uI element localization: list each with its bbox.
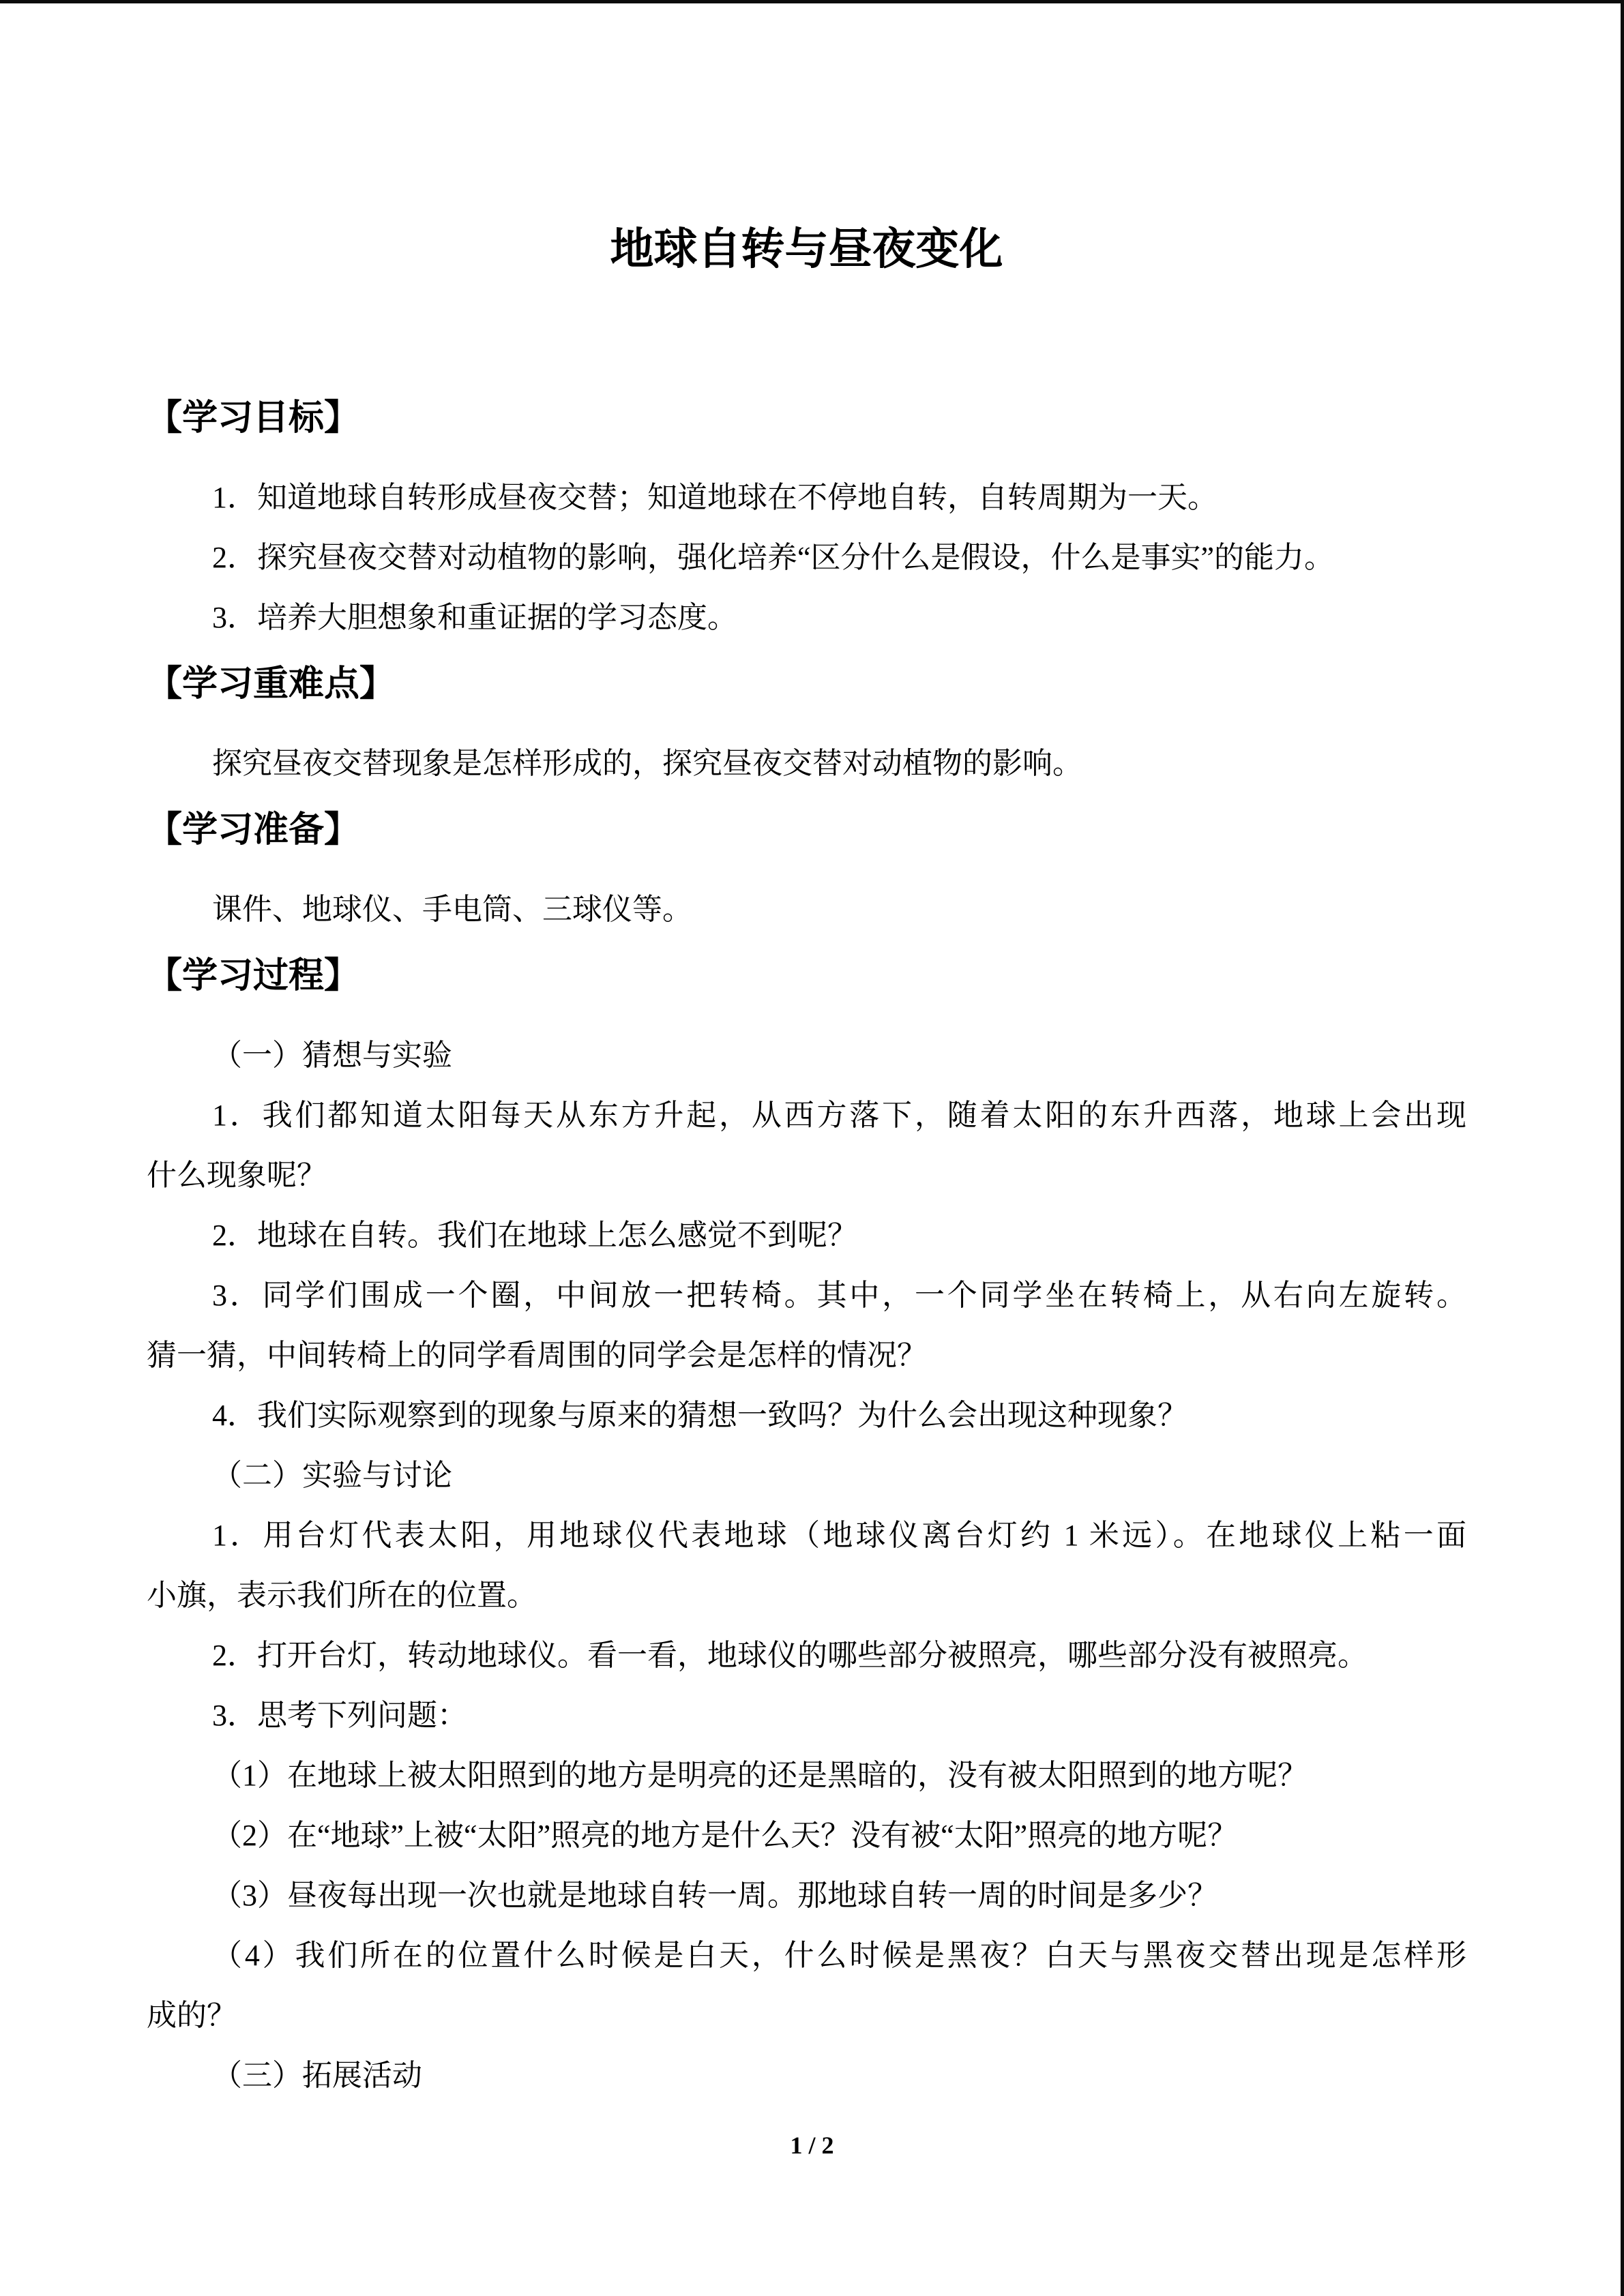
section-heading: 【学习过程】	[147, 957, 360, 996]
text-line: 2．地球在自转。我们在地球上怎么感觉不到呢？	[212, 1219, 857, 1252]
text-line: （二）实验与讨论	[212, 1459, 452, 1492]
text-line: （2）在“地球”上被“太阳”照亮的地方是什么天？没有被“太阳”照亮的地方呢？	[212, 1819, 1238, 1852]
text-line: （4）我们所在的位置什么时候是白天，什么时候是黑夜？白天与黑夜交替出现是怎样形	[212, 1939, 1466, 1972]
text-line: 4．我们实际观察到的现象与原来的猜想一致吗？为什么会出现这种现象？	[212, 1399, 1187, 1432]
text-line: 3．同学们围成一个圈，中间放一把转椅。其中，一个同学坐在转椅上，从右向左旋转。	[212, 1279, 1466, 1312]
text-line: 1．知道地球自转形成昼夜交替；知道地球在不停地自转，自转周期为一天。	[212, 481, 1217, 514]
text-line: （1）在地球上被太阳照到的地方是明亮的还是黑暗的，没有被太阳照到的地方呢？	[212, 1759, 1308, 1792]
text-line: （3）昼夜每出现一次也就是地球自转一周。那地球自转一周的时间是多少？	[212, 1879, 1217, 1912]
page-title: 地球自转与昼夜变化	[610, 225, 1003, 273]
section-heading: 【学习准备】	[147, 811, 360, 850]
text-line: 什么现象呢？	[147, 1159, 327, 1192]
text-line: 1．我们都知道太阳每天从东方升起，从西方落下，随着太阳的东升西落，地球上会出现	[212, 1099, 1466, 1132]
text-line: （一）猜想与实验	[212, 1039, 452, 1072]
text-line: 2．打开台灯，转动地球仪。看一看，地球仪的哪些部分被照亮，哪些部分没有被照亮。	[212, 1639, 1368, 1672]
text-line: 3．思考下列问题：	[212, 1699, 467, 1732]
page-number: 1 / 2	[790, 2132, 834, 2159]
scan-edge-right	[1621, 0, 1624, 2296]
text-line: 探究昼夜交替现象是怎样形成的，探究昼夜交替对动植物的影响。	[212, 747, 1082, 780]
section-heading: 【学习目标】	[147, 399, 360, 438]
text-line: 成的？	[147, 1999, 237, 2032]
text-line: 1．用台灯代表太阳，用地球仪代表地球（地球仪离台灯约 1 米远）。在地球仪上粘一面	[212, 1519, 1466, 1552]
scan-edge-top	[0, 0, 1624, 3]
text-line: 猜一猜，中间转椅上的同学看周围的同学会是怎样的情况？	[147, 1339, 927, 1372]
text-line: 小旗，表示我们所在的位置。	[147, 1579, 537, 1612]
text-line: 课件、地球仪、手电筒、三球仪等。	[212, 893, 692, 926]
text-line: （三）拓展活动	[212, 2059, 422, 2092]
section-heading: 【学习重难点】	[147, 665, 396, 704]
text-line: 2．探究昼夜交替对动植物的影响，强化培养“区分什么是假设，什么是事实”的能力。	[212, 541, 1335, 574]
text-line: 3．培养大胆想象和重证据的学习态度。	[212, 601, 737, 634]
document-body	[147, 217, 1466, 2106]
